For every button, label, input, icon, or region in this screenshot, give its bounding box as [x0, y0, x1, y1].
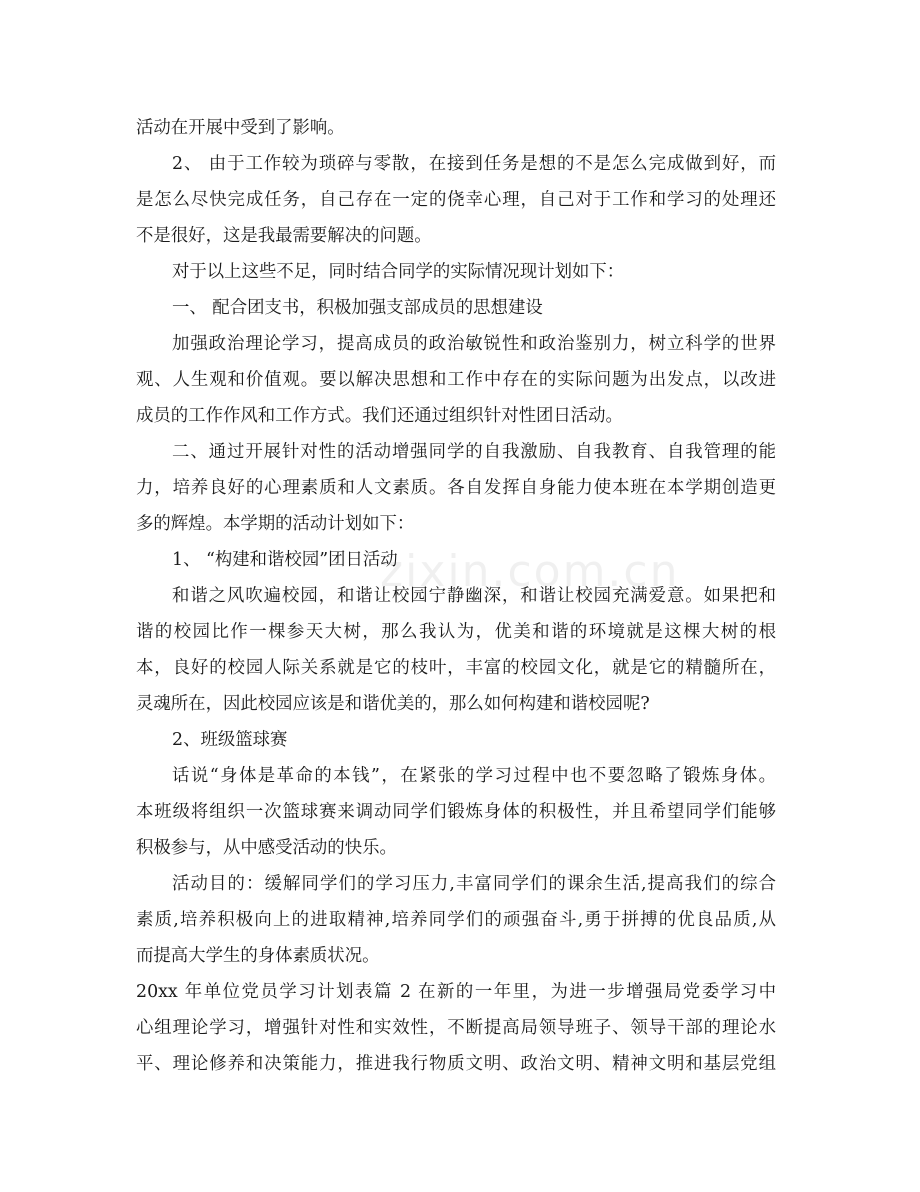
paragraph-line: 而提高大学生的身体素质状况。	[136, 946, 380, 966]
watermark: zixin.com.cn	[380, 546, 680, 597]
paragraph-line: 和谐之风吹遍校园，和谐让校园宁静幽深，和谐让校园充满爱意。如果把和	[172, 586, 776, 606]
paragraph-line: 成员的工作作风和工作方式。我们还通过组织针对性团日活动。	[136, 406, 623, 426]
list-item-heading: 1、 “构建和谐校园”团日活动	[172, 550, 398, 570]
paragraph-line: 2、 由于工作较为琐碎与零散，在接到任务是想的不是怎么完成做到好，而	[172, 154, 776, 174]
paragraph-line: 平、理论修养和决策能力，推进我行物质文明、政治文明、精神文明和基层党组	[136, 1054, 776, 1074]
paragraph-line: 本班级将组织一次篮球赛来调动同学们锻炼身体的积极性，并且希望同学们能够	[136, 802, 776, 822]
paragraph-line: 加强政治理论学习，提高成员的政治敏锐性和政治鉴别力，树立科学的世界	[172, 334, 776, 354]
paragraph-line: 观、人生观和价值观。要以解决思想和工作中存在的实际问题为出发点，以改进	[136, 370, 776, 390]
paragraph-line: 力，培养良好的心理素质和人文素质。各自发挥自身能力使本班在本学期创造更	[136, 478, 776, 498]
paragraph-line: 不是很好，这是我最需要解决的问题。	[136, 226, 432, 246]
list-item-heading: 2、班级篮球赛	[172, 730, 288, 750]
paragraph-line: 本，良好的校园人际关系就是它的枝叶，丰富的校园文化，就是它的精髓所在，	[136, 658, 776, 678]
section-heading: 一、 配合团支书，积极加强支部成员的思想建设	[172, 298, 543, 318]
paragraph-line: 多的辉煌。本学期的活动计划如下：	[136, 514, 415, 534]
article-title-line: 20xx 年单位党员学习计划表篇 2 在新的一年里，为进一步增强局党委学习中	[136, 982, 776, 1002]
paragraph-line: 活动在开展中受到了影响。	[136, 118, 345, 138]
paragraph-line: 心组理论学习，增强针对性和实效性，不断提高局领导班子、领导干部的理论水	[136, 1018, 776, 1038]
paragraph-line: 活动目的：缓解同学们的学习压力,丰富同学们的课余生活,提高我们的综合	[172, 874, 776, 894]
paragraph-line: 灵魂所在，因此校园应该是和谐优美的，那么如何构建和谐校园呢?	[136, 694, 650, 714]
section-heading: 二、通过开展针对性的活动增强同学的自我激励、自我教育、自我管理的能	[172, 442, 776, 462]
paragraph-line: 素质,培养积极向上的进取精神,培养同学们的顽强奋斗,勇于拼搏的优良品质,从	[136, 910, 776, 930]
paragraph-line: 谐的校园比作一棵参天大树，那么我认为，优美和谐的环境就是这棵大树的根	[136, 622, 776, 642]
paragraph-line: 积极参与，从中感受活动的快乐。	[136, 838, 397, 858]
paragraph-line: 话说“身体是革命的本钱”，在紧张的学习过程中也不要忽略了锻炼身体。	[172, 766, 776, 786]
paragraph-line: 是怎么尽快完成任务，自己存在一定的侥幸心理，自己对于工作和学习的处理还	[136, 190, 776, 210]
paragraph-line: 对于以上这些不足，同时结合同学的实际情况现计划如下：	[172, 262, 625, 282]
